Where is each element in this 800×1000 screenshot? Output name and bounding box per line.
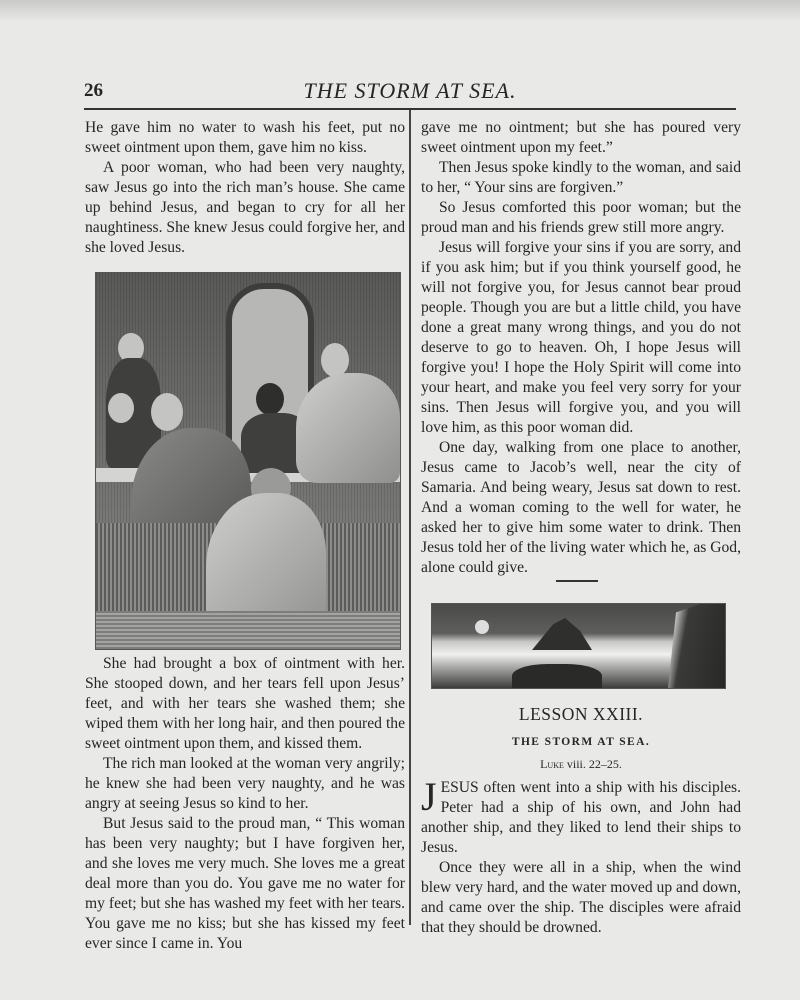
rock xyxy=(512,664,602,689)
illustration-storm-at-sea xyxy=(431,603,726,689)
running-title: THE STORM AT SEA. xyxy=(303,78,517,103)
figure-head xyxy=(256,383,284,415)
paragraph: But Jesus said to the proud man, “ This woman has been very naughty; but I have forgiven her, and she loves me very much. She loves me a great deal more than you do. You gave me no water for my feet; but she has washed my feet with her tears. You gave me no kiss; but she has kissed my feet ever since I came in. You xyxy=(85,815,405,952)
cliff xyxy=(652,604,726,688)
paragraph: So Jesus comforted this poor woman; but the proud man and his friends grew still more angry. xyxy=(421,199,741,236)
moon xyxy=(475,620,489,634)
figure-head xyxy=(321,343,349,377)
left-column-top xyxy=(85,118,405,258)
paragraph: He gave him no water to wash his feet, put no sweet ointment upon them, gave him no kiss. xyxy=(85,119,405,156)
jesus-head xyxy=(151,393,183,431)
page-header xyxy=(84,76,736,110)
floor xyxy=(96,611,400,649)
left-column-bottom xyxy=(85,654,405,954)
paragraph: One day, walking from one place to another, Jesus came to Jacob’s well, near the city of Samaria. And being weary, Jesus sat down to rest. And a woman coming to the well for water, he asked her to give him some water to drink. Then Jesus told her of the living water which he, as God, alone could give. xyxy=(421,439,741,576)
lesson-title: LESSON XXIII. xyxy=(518,704,644,724)
reference-book: Luke xyxy=(540,757,564,771)
column-divider xyxy=(409,110,411,925)
right-column-top xyxy=(421,118,741,578)
scripture-reference xyxy=(421,757,741,772)
paragraph: She had brought a box of ointment with her. She stooped down, and her tears fell upon Jesus’ feet, and with her tears she washed them; she wiped them with her long hair, and then poured the sweet ointment upon them, and kissed them. xyxy=(85,655,405,752)
figure-head xyxy=(108,393,134,423)
lesson-subtitle: THE STORM AT SEA. xyxy=(511,736,651,748)
paragraph xyxy=(421,774,741,858)
rock xyxy=(532,618,592,650)
page-number: 26 xyxy=(84,80,103,101)
paragraph: Then Jesus spoke kindly to the woman, and said to her, “ Your sins are forgiven.” xyxy=(421,159,741,196)
illustration-woman-anointing-jesus xyxy=(95,272,401,650)
drop-cap: J xyxy=(421,774,437,819)
paragraph: The rich man looked at the woman very angrily; he knew she had been very naughty, and he was angry at seeing Jesus so kind to her. xyxy=(85,755,405,812)
paragraph-text: ESUS often went into a ship with his disciples. Peter had a ship of his own, and John had another ship, and they liked to lend their ships to Jesus. xyxy=(421,779,741,856)
paragraph: A poor woman, who had been very naughty, saw Jesus go into the rich man’s house. She came up behind Jesus, and began to cry for all her naughtiness. She knew Jesus could forgive her, and she loved Jesus. xyxy=(85,159,405,256)
reference-verses: viii. 22–25. xyxy=(563,757,622,771)
figure-robe xyxy=(296,373,400,483)
paragraph: Once they were all in a ship, when the wind blew very hard, and the water moved up and down, and came over the ship. The disciples were afraid that they should be drowned. xyxy=(421,859,742,936)
paragraph: gave me no ointment; but she has poured very sweet ointment upon my feet.” xyxy=(421,119,741,156)
lesson-body xyxy=(421,774,742,938)
paragraph: Jesus will forgive your sins if you are sorry, and if you ask him; but if you think yourself good, he will not forgive you, for Jesus cannot bear proud people. Though you are but a little child, you have done a great many wrong things, and you do not deserve to go to heaven. Oh, I hope Jesus will forgive you! I hope the Holy Spirit will come into your heart, and make you feel very sorry for your sins. Then Jesus will forgive you, and you will love him, as this poor woman did. xyxy=(421,239,741,436)
page-edge-shadow xyxy=(0,0,800,22)
section-break-rule xyxy=(556,580,598,582)
